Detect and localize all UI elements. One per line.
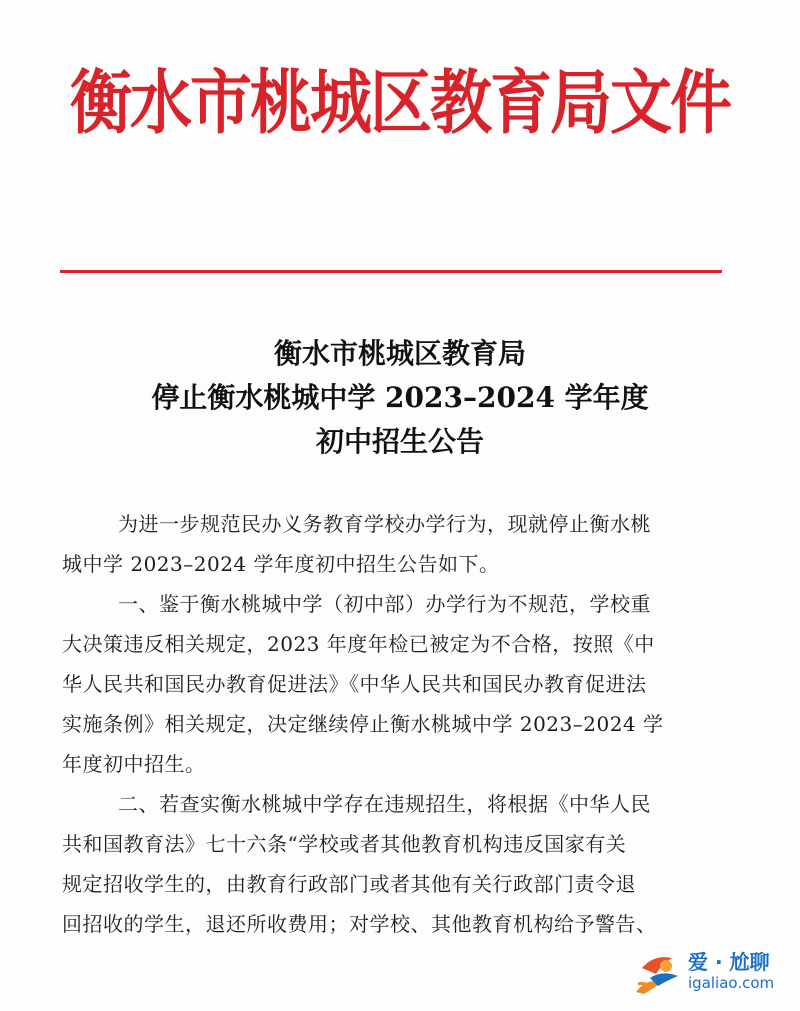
red-divider-line: [60, 270, 722, 273]
body-line: 为进一步规范民办义务教育学校办学行为，现就停止衡水桃: [118, 512, 651, 536]
notice-body: [62, 504, 722, 944]
body-line: 大决策违反相关规定，2023 年度年检已被定为不合格，按照《中: [62, 632, 655, 656]
body-line: 城中学 2023–2024 学年度初中招生公告如下。: [62, 552, 500, 576]
notice-title-line-3: 初中招生公告: [315, 425, 484, 458]
body-line: 年度初中招生。: [62, 752, 206, 776]
document-masthead: 衡水市桃城区教育局文件: [69, 61, 730, 144]
body-line: 回招收的学生，退还所收费用；对学校、其他教育机构给予警告、: [62, 912, 657, 936]
body-line: 一、鉴于衡水桃城中学（初中部）办学行为不规范，学校重: [118, 592, 651, 616]
body-line: 二、若查实衡水桃城中学存在违规招生，将根据《中华人民: [118, 792, 651, 816]
mascot-logo-icon: [632, 948, 684, 998]
body-line: 华人民共和国民办教育促进法》《中华人民共和国民办教育促进法: [62, 672, 647, 696]
watermark-title: 爱 · 尬聊: [688, 950, 770, 974]
body-line: 规定招收学生的，由教育行政部门或者其他有关行政部门责令退: [62, 872, 636, 896]
body-line: 实施条例》相关规定，决定继续停止衡水桃城中学 2023–2024 学: [62, 712, 664, 736]
notice-title-line-1: 衡水市桃城区教育局: [273, 337, 526, 370]
notice-title-line-2: 停止衡水桃城中学 2023–2024 学年度: [151, 381, 649, 414]
site-watermark: [632, 944, 792, 1000]
watermark-url[interactable]: igaliao.com: [688, 974, 775, 992]
body-line: 共和国教育法》七十六条“学校或者其他教育机构违反国家有关: [62, 832, 627, 856]
